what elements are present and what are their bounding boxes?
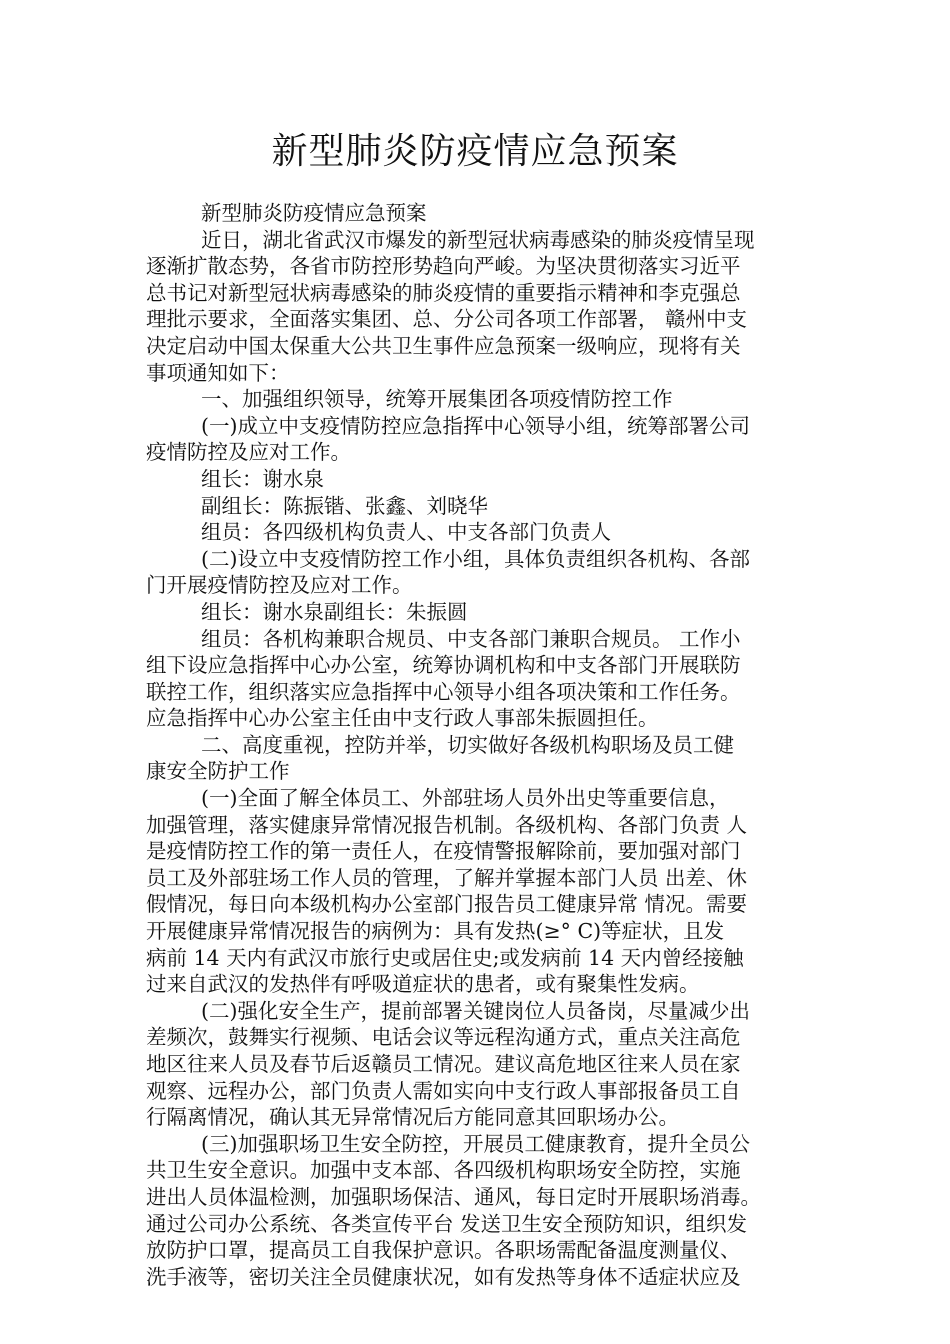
document-body: [146, 200, 826, 1290]
body-line: 联控工作，组织落实应急指挥中心领导小组各项决策和工作任务。: [146, 679, 741, 704]
body-line: 地区往来人员及春节后返赣员工情况。建议高危地区往来人员在家: [146, 1052, 741, 1076]
body-line: 共卫生安全意识。加强中支本部、各四级机构职场安全防控，实施: [146, 1158, 741, 1183]
body-line: 行隔离情况，确认其无异常情况后方能同意其回职场办公。: [146, 1105, 679, 1130]
body-line: 应急指挥中心办公室主任由中支行政人事部朱振圆担任。: [146, 706, 659, 731]
body-line: 员工及外部驻场工作人员的管理，了解并掌握本部门人员 出差、休: [146, 865, 748, 890]
body-line: 假情况，每日向本级机构办公室部门报告员工健康异常 情况。需要: [146, 892, 748, 917]
body-line: 过来自武汉的发热伴有呼吸道症状的患者，或有聚集性发病。: [146, 972, 700, 997]
body-line: 康安全防护工作: [146, 759, 290, 784]
body-line: 新型肺炎防疫情应急预案: [201, 201, 427, 225]
body-line: 副组长：陈振锴、张鑫、刘晓华: [201, 493, 488, 518]
body-line: 组长：谢水泉副组长：朱振圆: [201, 599, 468, 624]
body-line: 通过公司办公系统、各类宣传平台 发送卫生安全预防知识，组织发: [146, 1211, 748, 1236]
body-line: (三)加强职场卫生安全防控，开展员工健康教育，提升全员公: [201, 1131, 750, 1156]
body-line: 放防护口罩，提高员工自我保护意识。各职场需配备温度测量仪、: [146, 1238, 741, 1263]
body-line: 开展健康异常情况报告的病例为：具有发热(≥° C)等症状，且发: [146, 919, 725, 944]
body-line: 观察、远程办公，部门负责人需如实向中支行政人事部报备员工自: [146, 1078, 741, 1103]
body-line: (一)成立中支疫情防控应急指挥中心领导小组，统筹部署公司: [201, 413, 750, 438]
body-line: 洗手液等，密切关注全员健康状况，如有发热等身体不适症状应及: [146, 1264, 741, 1289]
body-line: 是疫情防控工作的第一责任人，在疫情警报解除前，要加强对部门: [146, 839, 741, 864]
body-line: 加强管理，落实健康异常情况报告机制。各级机构、各部门负责 人: [146, 812, 748, 837]
body-line: (一)全面了解全体员工、外部驻场人员外出史等重要信息，: [201, 786, 730, 811]
body-line: 决定启动中国太保重大公共卫生事件应急预案一级响应，现将有关: [146, 333, 741, 358]
body-line: 组员：各四级机构负责人、中支各部门负责人: [201, 520, 611, 545]
body-line: 门开展疫情防控及应对工作。: [146, 573, 413, 598]
body-line: 总书记对新型冠状病毒感染的肺炎疫情的重要指示精神和李克强总: [146, 280, 741, 305]
body-line: 差频次，鼓舞实行视频、电话会议等远程沟通方式，重点关注高危: [146, 1025, 741, 1050]
body-line: (二)强化安全生产，提前部署关键岗位人员备岗，尽量减少出: [201, 998, 750, 1023]
body-line: 二、高度重视，控防并举，切实做好各级机构职场及员工健: [201, 732, 734, 757]
body-line: 逐渐扩散态势，各省市防控形势趋向严峻。为坚决贯彻落实习近平: [146, 254, 741, 279]
body-line: 疫情防控及应对工作。: [146, 440, 351, 465]
body-line: 进出人员体温检测，加强职场保洁、通风，每日定时开展职场消毒。: [146, 1184, 761, 1209]
document-title: 新型肺炎防疫情应急预案: [271, 131, 679, 172]
body-line: 组长：谢水泉: [201, 466, 324, 491]
body-line: 近日，湖北省武汉市爆发的新型冠状病毒感染的肺炎疫情呈现: [201, 227, 755, 252]
body-line: 组员：各机构兼职合规员、中支各部门兼职合规员。 工作小: [201, 626, 741, 651]
body-line: 组下设应急指挥中心办公室，统筹协调机构和中支各部门开展联防: [146, 653, 741, 678]
body-line: (二)设立中支疫情防控工作小组，具体负责组织各机构、各部: [201, 546, 750, 571]
body-line: 一、加强组织领导，统筹开展集团各项疫情防控工作: [201, 387, 673, 412]
body-line: 理批示要求，全面落实集团、总、分公司各项工作部署， 赣州中支: [146, 307, 748, 332]
body-line: 病前 14 天内有武汉市旅行史或居住史;或发病前 14 天内曾经接触: [146, 945, 744, 970]
body-line: 事项通知如下：: [146, 360, 290, 385]
